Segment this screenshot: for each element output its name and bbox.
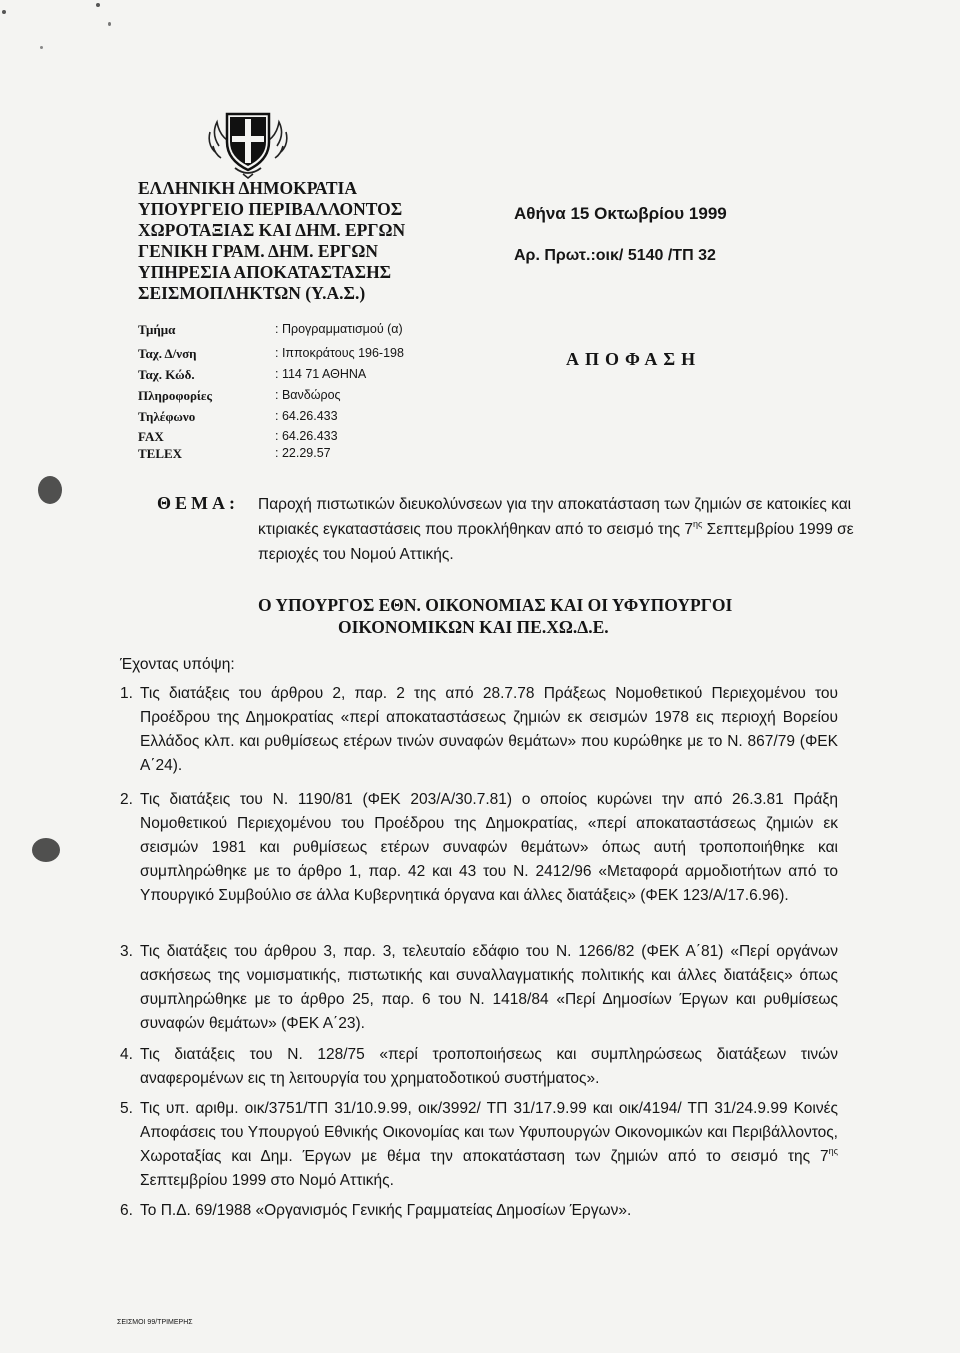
contact-label: Ταχ. Κώδ.	[138, 367, 195, 382]
contact-label: FAX	[138, 429, 164, 444]
list-item	[120, 788, 838, 908]
contact-label: TELEX	[138, 446, 183, 461]
contact-label: Πληροφορίες	[138, 388, 212, 403]
item-number: 1.	[120, 685, 133, 702]
item-text-start: Τις υπ. αριθμ. οικ/3751/ΤΠ 31/10.9.99, οικ/3992/ ΤΠ 31/17.9.99 και οικ/4194/ ΤΠ 31/24.9.99 Κοινές Αποφάσεις του Υπουργού Εθνικής Οικονομίας και των Υφυπουργών Οικονομικών και Περιβάλλοντος, Χωροταξίας και Δημ. Έργων με θέμα την αποκατάσταση των ζημιών από το σεισμό της 7	[140, 1100, 838, 1165]
contact-value: : Βανδώρος	[275, 388, 341, 402]
contact-value: : 64.26.433	[275, 429, 338, 443]
item-number: 3.	[120, 943, 133, 960]
item-text: Τις διατάξεις του Ν. 1190/81 (ΦΕΚ 203/Α/30.7.81) ο οποίος κυρώνει την από 26.3.81 Πράξη Νομοθετικού Περιεχομένου του Προέδρου της Δημοκρατίας, «περί αποκαταστάσεως ζημιών εκ σεισμών 1981 και ρυθμίσεως ετέρων συναφών θεμάτων» όπως αυτή τροποποιήθηκε και συμπληρώθηκε με το άρθρο 1, παρ. 42 και 43 του Ν. 2412/96 «Μεταφορά αρμοδιοτήτων από το Υπουργικό Συμβούλιο σε άλλα Κυβερνητικά όργανα και άλλες διατάξεις» (ΦΕΚ 123/Α/17.6.96).	[140, 791, 838, 904]
header-state: ΕΛΛΗΝΙΚΗ ΔΗΜΟΚΡΑΤΙΑ	[138, 178, 357, 198]
list-item	[120, 682, 838, 778]
header-ministry-cont: ΧΩΡΟΤΑΞΙΑΣ ΚΑΙ ΔΗΜ. ΕΡΓΩΝ	[138, 220, 406, 240]
item-text: Το Π.Δ. 69/1988 «Οργανισμός Γενικής Γραμματείας Δημοσίων Έργων».	[140, 1202, 632, 1219]
contact-label: Τηλέφωνο	[138, 409, 196, 424]
header-service-cont: ΣΕΙΣΜΟΠΛΗΚΤΩΝ (Υ.Α.Σ.)	[138, 283, 366, 303]
item-text: Τις διατάξεις του Ν. 128/75 «περί τροποποιήσεως και συμπληρώσεως διατάξεων τινών αναφερομένων εις τη λειτουργία του χρηματοδοτικού συστήματος».	[140, 1046, 838, 1087]
subject-text	[258, 492, 858, 567]
superscript: ης	[828, 1146, 838, 1156]
item-number: 2.	[120, 791, 133, 808]
subject-label: ΘΕΜΑ:	[157, 493, 239, 513]
contact-value: : 64.26.433	[275, 409, 338, 423]
scan-smudge	[96, 3, 100, 7]
item-text: Τις διατάξεις του άρθρου 3, παρ. 3, τελευταίο εδάφιο του Ν. 1266/82 (ΦΕΚ Α΄81) «Περί οργάνων ασκήσεως της νομισματικής, πιστωτικής και συναλλαγματικής πολιτικής και άλλες διατάξεις» όπως συμπληρώθηκε με το άρθρο 25, παρ. 6 του Ν. 1418/84 «Περί Δημοσίων Έργων και ρυθμίσεως συναφών θεμάτων» (ΦΕΚ Α΄23).	[140, 943, 838, 1032]
item-text-end: Σεπτεμβρίου 1999 στο Νομό Αττικής.	[140, 1172, 394, 1189]
minister-heading-cont: ΟΙΚΟΝΟΜΙΚΩΝ ΚΑΙ ΠΕ.ΧΩ.Δ.Ε.	[338, 617, 609, 637]
superscript: ης	[693, 519, 703, 529]
decision-title: ΑΠΟΦΑΣΗ	[566, 349, 702, 369]
list-item	[120, 1199, 838, 1223]
scan-smudge	[108, 22, 111, 26]
header-ministry: ΥΠΟΥΡΓΕΙΟ ΠΕΡΙΒΑΛΛΟΝΤΟΣ	[138, 199, 403, 219]
scan-smudge	[32, 838, 60, 862]
list-item	[120, 1043, 838, 1091]
item-number: 4.	[120, 1046, 133, 1063]
list-item	[120, 940, 838, 1036]
item-number: 5.	[120, 1100, 133, 1117]
header-general-secretariat: ΓΕΝΙΚΗ ΓΡΑΜ. ΔΗΜ. ΕΡΓΩΝ	[138, 241, 379, 261]
subject-text-end: Σεπτεμβρίου 1999 σε περιοχές του Νομού Αττικής.	[258, 521, 854, 563]
scan-smudge	[38, 476, 62, 504]
contact-value: : 22.29.57	[275, 446, 331, 460]
minister-heading: Ο ΥΠΟΥΡΓΟΣ ΕΘΝ. ΟΙΚΟΝΟΜΙΑΣ ΚΑΙ ΟΙ ΥΦΥΠΟΥΡΓΟΙ	[258, 595, 733, 615]
contact-label: Τμήμα	[138, 322, 176, 337]
greek-emblem-icon	[205, 100, 291, 180]
contact-value: : Ιπποκράτους 196-198	[275, 346, 404, 360]
item-text	[140, 1097, 838, 1193]
item-number: 6.	[120, 1202, 133, 1219]
protocol-number: Αρ. Πρωτ.:οικ/ 5140 /ΤΠ 32	[514, 247, 716, 264]
contact-value: : Προγραμματισμού (α)	[275, 322, 403, 336]
contact-value: : 114 71 ΑΘΗΝΑ	[275, 367, 367, 381]
document-date: Αθήνα 15 Οκτωβρίου 1999	[514, 204, 727, 223]
header-service: ΥΠΗΡΕΣΙΑ ΑΠΟΚΑΤΑΣΤΑΣΗΣ	[138, 262, 392, 282]
having-in-mind: Έχοντας υπόψη:	[120, 656, 235, 673]
footer-code: ΣΕΙΣΜΟΙ 99/ΤΡΙΜΕΡΗΣ	[117, 1319, 193, 1326]
list-item	[120, 1097, 838, 1193]
scan-smudge	[2, 10, 6, 14]
scan-smudge	[40, 46, 43, 49]
contact-label: Ταχ. Δ/νση	[138, 346, 197, 361]
subject-text-start: Παροχή πιστωτικών διευκολύνσεων για την αποκατάσταση των ζημιών σε κατοικίες και κτιριακές εγκαταστάσεις που προκλήθηκαν από το σεισμό της 7	[258, 496, 852, 538]
item-text: Τις διατάξεις του άρθρου 2, παρ. 2 της από 28.7.78 Πράξεως Νομοθετικού Περιεχομένου του Προέδρου της Δημοκρατίας «περί αποκαταστάσεως ζημιών εκ σεισμών 1978 εις περιοχή Βορείου Ελλάδος κλπ. και ρυθμίσεως ετέρων τινών συναφών θεμάτων» που κυρώθηκε με το Ν. 867/79 (ΦΕΚ Α΄24).	[140, 685, 838, 774]
